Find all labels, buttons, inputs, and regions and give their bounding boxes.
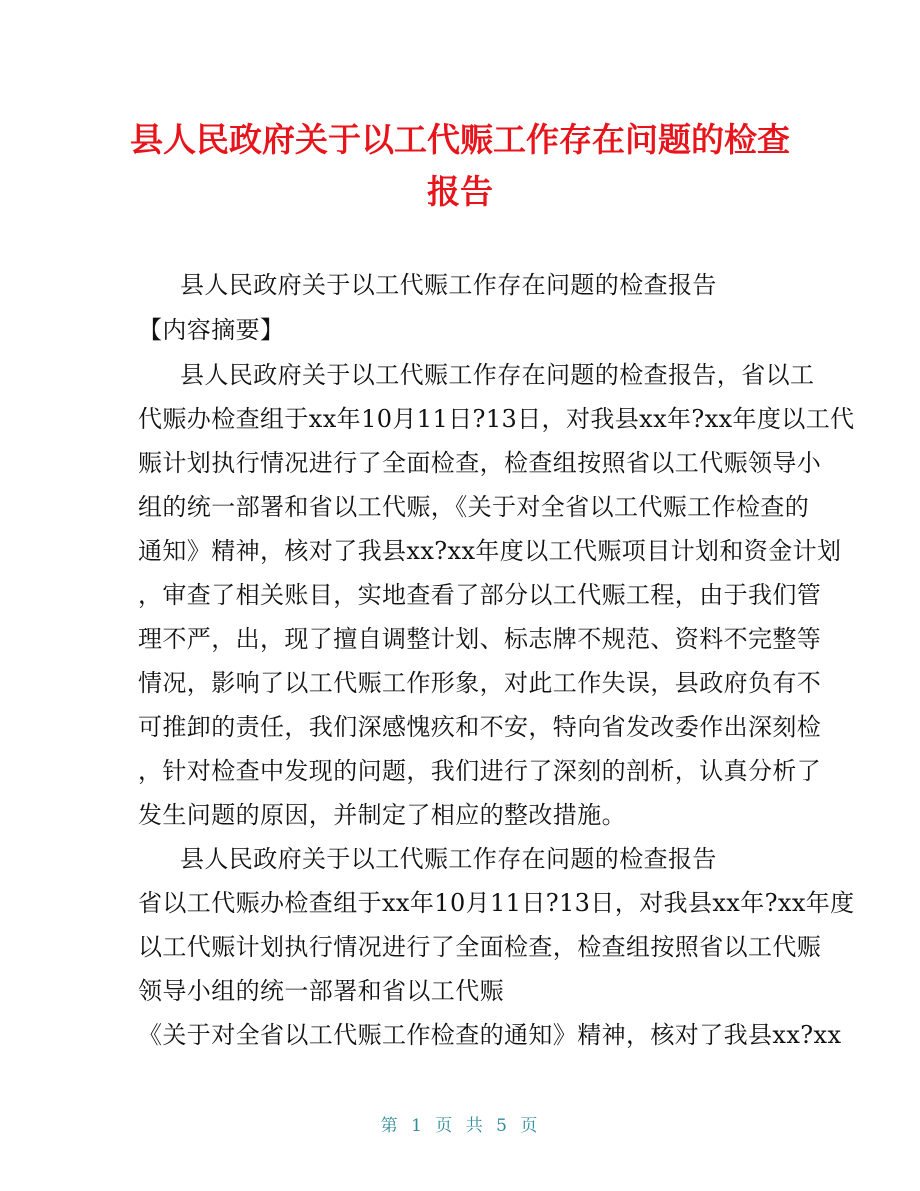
paragraph-2-line: 省以工代赈办检查组于xx年10月11日?13日，对我县xx年?xx年度 <box>138 889 855 917</box>
page-number-footer: 第 1 页 共 5 页 <box>380 1116 540 1136</box>
paragraph-1-line: 理不严，出，现了擅自调整计划、标志牌不规范、资料不完整等 <box>138 625 822 653</box>
document-title-line-2: 报告 <box>427 172 493 211</box>
summary-label: 【内容摘要】 <box>138 316 285 344</box>
paragraph-2-line: 《关于对全省以工代赈工作检查的通知》精神，核对了我县xx?xx <box>138 1021 842 1049</box>
document-subtitle-2: 县人民政府关于以工代赈工作存在问题的检查报告 <box>180 845 717 873</box>
paragraph-1-line: 组的统一部署和省以工代赈，《关于对全省以工代赈工作检查的 <box>138 493 810 521</box>
paragraph-1-line: ，审查了相关账目，实地查看了部分以工代赈工程，由于我们管 <box>138 581 822 609</box>
paragraph-2-line: 以工代赈计划执行情况进行了全面检查，检查组按照省以工代赈 <box>138 933 822 961</box>
paragraph-2-line: 领导小组的统一部署和省以工代赈 <box>138 977 504 1005</box>
paragraph-1-line: 可推卸的责任，我们深感愧疚和不安，特向省发改委作出深刻检 <box>138 713 822 741</box>
paragraph-1-line: 赈计划执行情况进行了全面检查，检查组按照省以工代赈领导小 <box>138 449 822 477</box>
document-title-line-1: 县人民政府关于以工代赈工作存在问题的检查 <box>130 120 790 159</box>
paragraph-1-line: 情况，影响了以工代赈工作形象，对此工作失误，县政府负有不 <box>138 669 822 697</box>
document-subtitle: 县人民政府关于以工代赈工作存在问题的检查报告 <box>180 271 717 299</box>
paragraph-1-line: 代赈办检查组于xx年10月11日?13日，对我县xx年?xx年度以工代 <box>138 405 855 433</box>
paragraph-1-line: 县人民政府关于以工代赈工作存在问题的检查报告，省以工 <box>180 361 815 389</box>
paragraph-1-line: 通知》精神，核对了我县xx?xx年度以工代赈项目计划和资金计划 <box>138 537 842 565</box>
paragraph-1-line: ，针对检查中发现的问题，我们进行了深刻的剖析，认真分析了 <box>138 757 822 785</box>
paragraph-1-line: 发生问题的原因，并制定了相应的整改措施。 <box>138 801 626 829</box>
